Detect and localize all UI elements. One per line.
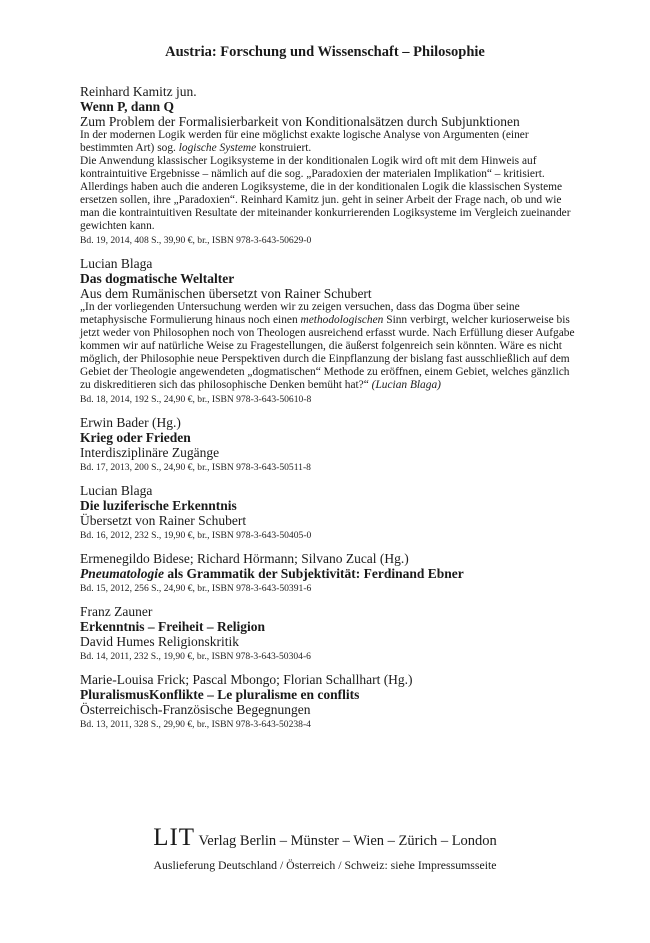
description-text: „In der vorliegenden Untersuchung werden wir zu zeigen versuchen, dass das Dogma über seine metaphysische Formulierung hinaus noch einen xyxy=(80,301,520,326)
book-biblio: Bd. 13, 2011, 328 S., 29,90 €, br., ISBN 978-3-643-50238-4 xyxy=(80,719,311,730)
description-paragraph: Die Anwendung klassischer Logiksysteme in der konditionalen Logik wird oft mit dem Hinweis auf kontraintuitive Ergebnisse – nämlich auf die sog. „Paradoxien der materialen Implikation“ – kritisiert. Allerdings haben auch die anderen Logiksysteme, die in der konditionalen Logik die klassischen Systeme ersetzen sollen, ihre „Paradoxien“. Reinhard Kamitz jun. geht in seiner Arbeit der Frage nach, ob und wie man die kontraintuitiven Resultate der miteinander konkurrierenden Logiksysteme im Vergleich zueinander gewichten kann. xyxy=(80,155,571,232)
book-title-rest: als Grammatik der Subjektivität: Ferdinand Ebner xyxy=(164,566,464,581)
book-biblio: Bd. 17, 2013, 200 S., 24,90 €, br., ISBN 978-3-643-50511-8 xyxy=(80,462,311,473)
book-entry xyxy=(80,84,575,247)
book-subtitle: David Humes Religionskritik xyxy=(80,634,239,649)
book-title: Krieg oder Frieden xyxy=(80,430,191,445)
description-emphasis: logische Systeme xyxy=(178,142,257,154)
book-author: Lucian Blaga xyxy=(80,483,153,498)
book-description xyxy=(80,129,575,233)
book-entry xyxy=(80,415,575,474)
book-entry xyxy=(80,604,575,663)
publisher-line xyxy=(0,824,650,852)
book-biblio: Bd. 19, 2014, 408 S., 39,90 €, br., ISBN 978-3-643-50629-0 xyxy=(80,235,312,246)
book-subtitle: Übersetzt von Rainer Schubert xyxy=(80,513,247,528)
publisher-footer xyxy=(0,824,650,873)
page-title: Austria: Forschung und Wissenschaft – Philosophie xyxy=(165,44,485,60)
description-text: Sinn verbirgt, welcher kurioserweise bis jetzt weder von Philosophen noch von Theologen ausreichend erfasst wurde. Nach Erfüllung dieser Aufgabe kommen wir auf natürliche Weise zu Fragestellungen, die äußerst folgenreich sein könnten. Wäre es nicht möglich, der Philosophie neue Perspektiven durch die Einpflanzung der bislang fast ausschließlich auf dem Gebiet der Theologie angewendeten „dogmatischen“ Methode zu eröffnen, einem Gebiet, welches gänzlich zu diskreditieren sich das philosophische Denken bemüht hat?“ xyxy=(80,314,575,391)
book-biblio: Bd. 16, 2012, 232 S., 19,90 €, br., ISBN 978-3-643-50405-0 xyxy=(80,530,312,541)
publisher-logo: LIT xyxy=(153,824,196,851)
book-author: Marie-Louisa Frick; Pascal Mbongo; Florian Schallhart (Hg.) xyxy=(80,672,413,687)
description-paragraph xyxy=(80,129,575,155)
book-subtitle: Interdisziplinäre Zugänge xyxy=(80,445,220,460)
description-signature: (Lucian Blaga) xyxy=(371,379,441,391)
book-biblio: Bd. 14, 2011, 232 S., 19,90 €, br., ISBN 978-3-643-50304-6 xyxy=(80,651,311,662)
book-title: Wenn P, dann Q xyxy=(80,99,175,114)
book-author: Erwin Bader (Hg.) xyxy=(80,415,181,430)
book-author: Lucian Blaga xyxy=(80,256,153,271)
book-biblio: Bd. 18, 2014, 192 S., 24,90 €, br., ISBN 978-3-643-50610-8 xyxy=(80,394,312,405)
book-title: PluralismusKonflikte – Le pluralisme en conflits xyxy=(80,687,360,702)
book-title: Das dogmatische Weltalter xyxy=(80,271,235,286)
book-title: Erkenntnis – Freiheit – Religion xyxy=(80,619,266,634)
book-description xyxy=(80,301,575,392)
description-emphasis: methodologischen xyxy=(300,314,384,326)
book-subtitle: Zum Problem der Formalisierbarkeit von Konditionalsätzen durch Subjunktionen xyxy=(80,114,520,129)
book-entry xyxy=(80,672,575,731)
book-entry xyxy=(80,256,575,406)
book-title xyxy=(80,566,575,581)
book-title: Die luziferische Erkenntnis xyxy=(80,498,237,513)
description-text: konstruiert. xyxy=(256,142,312,154)
book-entry xyxy=(80,551,575,595)
book-biblio: Bd. 15, 2012, 256 S., 24,90 €, br., ISBN 978-3-643-50391-6 xyxy=(80,583,312,594)
distribution-note: Auslieferung Deutschland / Österreich / Schweiz: siehe Impressumsseite xyxy=(153,858,497,872)
book-title-emphasis: Pneumatologie xyxy=(80,566,164,581)
description-text: In der modernen Logik werden für eine möglichst exakte logische Analyse von Argumenten (einer bestimmten Art) sog. xyxy=(80,129,529,154)
book-author: Reinhard Kamitz jun. xyxy=(80,84,197,99)
book-author: Ermenegildo Bidese; Richard Hörmann; Silvano Zucal (Hg.) xyxy=(80,551,409,566)
book-subtitle: Aus dem Rumänischen übersetzt von Rainer Schubert xyxy=(80,286,372,301)
book-subtitle: Österreichisch-Französische Begegnungen xyxy=(80,702,311,717)
book-author: Franz Zauner xyxy=(80,604,153,619)
book-entry xyxy=(80,483,575,542)
description-paragraph xyxy=(80,301,575,392)
publisher-cities: Verlag Berlin – Münster – Wien – Zürich – London xyxy=(195,833,497,849)
book-list xyxy=(80,84,575,740)
